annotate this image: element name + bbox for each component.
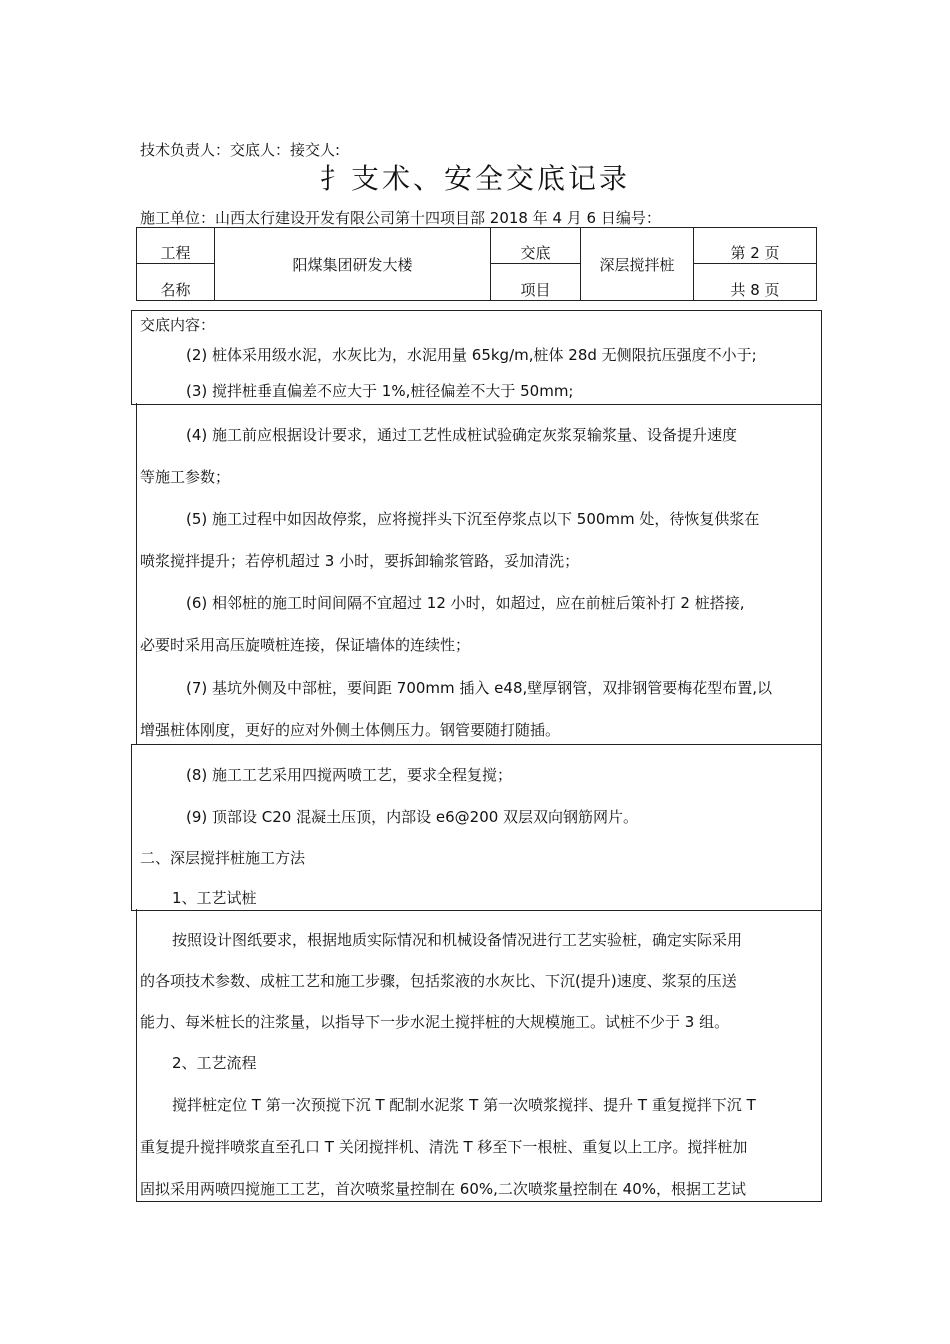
content-line: 能力、每米桩长的注浆量，以指导下一步水泥土搅拌桩的大规模施工。试桩不少于 3 组。	[140, 1013, 730, 1031]
content-line: 等施工参数；	[140, 468, 231, 486]
project-label-top: 工程	[137, 228, 215, 264]
content-line: (4) 施工前应根据设计要求，通过工艺性成桩试验确定灰浆泵输浆量、设备提升速度	[186, 426, 738, 444]
content-line: (7) 基坑外侧及中部桩，要间距 700mm 插入 e48,壁厚钢管，双排钢管要梅花型布置,以	[186, 679, 773, 697]
content-line: 固拟采用两喷四搅施工工艺，首次喷浆量控制在 60%,二次喷浆量控制在 40%，根据工艺试	[140, 1180, 746, 1198]
header-table	[136, 227, 817, 301]
item-label-top: 交底	[491, 228, 581, 264]
content-line: (8) 施工工艺采用四搅两喷工艺，要求全程复搅；	[186, 766, 513, 784]
page-title: 扌支术、安全交底记录	[319, 162, 630, 195]
content-line: 喷浆搅拌提升；若停机超过 3 小时，要拆卸输浆管路，妥加清洗；	[140, 552, 580, 570]
content-line: (2) 桩体采用级水泥，水灰比为，水泥用量 65kg/m,桩体 28d 无侧限抗压强度不小于;	[186, 346, 757, 364]
content-line: 的各项技术参数、成桩工艺和施工步骤，包括浆液的水灰比、下沉(提升)速度、浆泵的压送	[140, 972, 737, 990]
content-line: (5) 施工过程中如因故停浆，应将搅拌头下沉至停浆点以下 500mm 处，待恢复供浆在	[186, 510, 760, 528]
content-line: 重复提升搅拌喷浆直至孔口 T 关闭搅拌机、清洗 T 移至下一根桩、重复以上工序。搅拌桩加	[140, 1138, 748, 1156]
subsection-heading: 1、工艺试桩	[172, 889, 257, 907]
content-line: (9) 顶部设 C20 混凝土压顶，内部设 e6@200 双层双向钢筋网片。	[186, 808, 639, 826]
content-line: 搅拌桩定位 T 第一次预搅下沉 T 配制水泥浆 T 第一次喷浆搅拌、提升 T 重复搅拌下沉 T	[172, 1096, 756, 1114]
section-heading: 二、深层搅拌桩施工方法	[140, 849, 306, 867]
page-total: 共 8 页	[694, 264, 817, 301]
project-label-bottom: 名称	[137, 264, 215, 301]
content-line: 按照设计图纸要求，根据地质实际情况和机械设备情况进行工艺实验桩，确定实际采用	[172, 931, 743, 949]
content-line: (6) 相邻桩的施工时间间隔不宜超过 12 小时，如超过，应在前桩后策补打 2 桩搭接,	[186, 594, 745, 612]
project-name: 阳煤集团研发大楼	[215, 228, 491, 301]
item-value: 深层搅拌桩	[581, 228, 694, 301]
content-heading: 交底内容：	[140, 316, 216, 334]
item-label-bottom: 项目	[491, 264, 581, 301]
content-line: (3) 搅拌桩垂直偏差不应大于 1%,桩径偏差不大于 50mm;	[186, 382, 574, 400]
content-line: 增强桩体刚度，更好的应对外侧土体侧压力。钢管要随打随插。	[140, 721, 561, 739]
construction-unit-line: 施工单位：山西太行建设开发有限公司第十四项目部 2018 年 4 月 6 日编号：	[140, 209, 661, 227]
subsection-heading: 2、工艺流程	[172, 1054, 257, 1072]
signature-line: 技术负责人：交底人：接交人:	[140, 141, 341, 159]
content-line: 必要时采用高压旋喷桩连接，保证墙体的连续性；	[140, 636, 471, 654]
page-current: 第 2 页	[694, 228, 817, 264]
